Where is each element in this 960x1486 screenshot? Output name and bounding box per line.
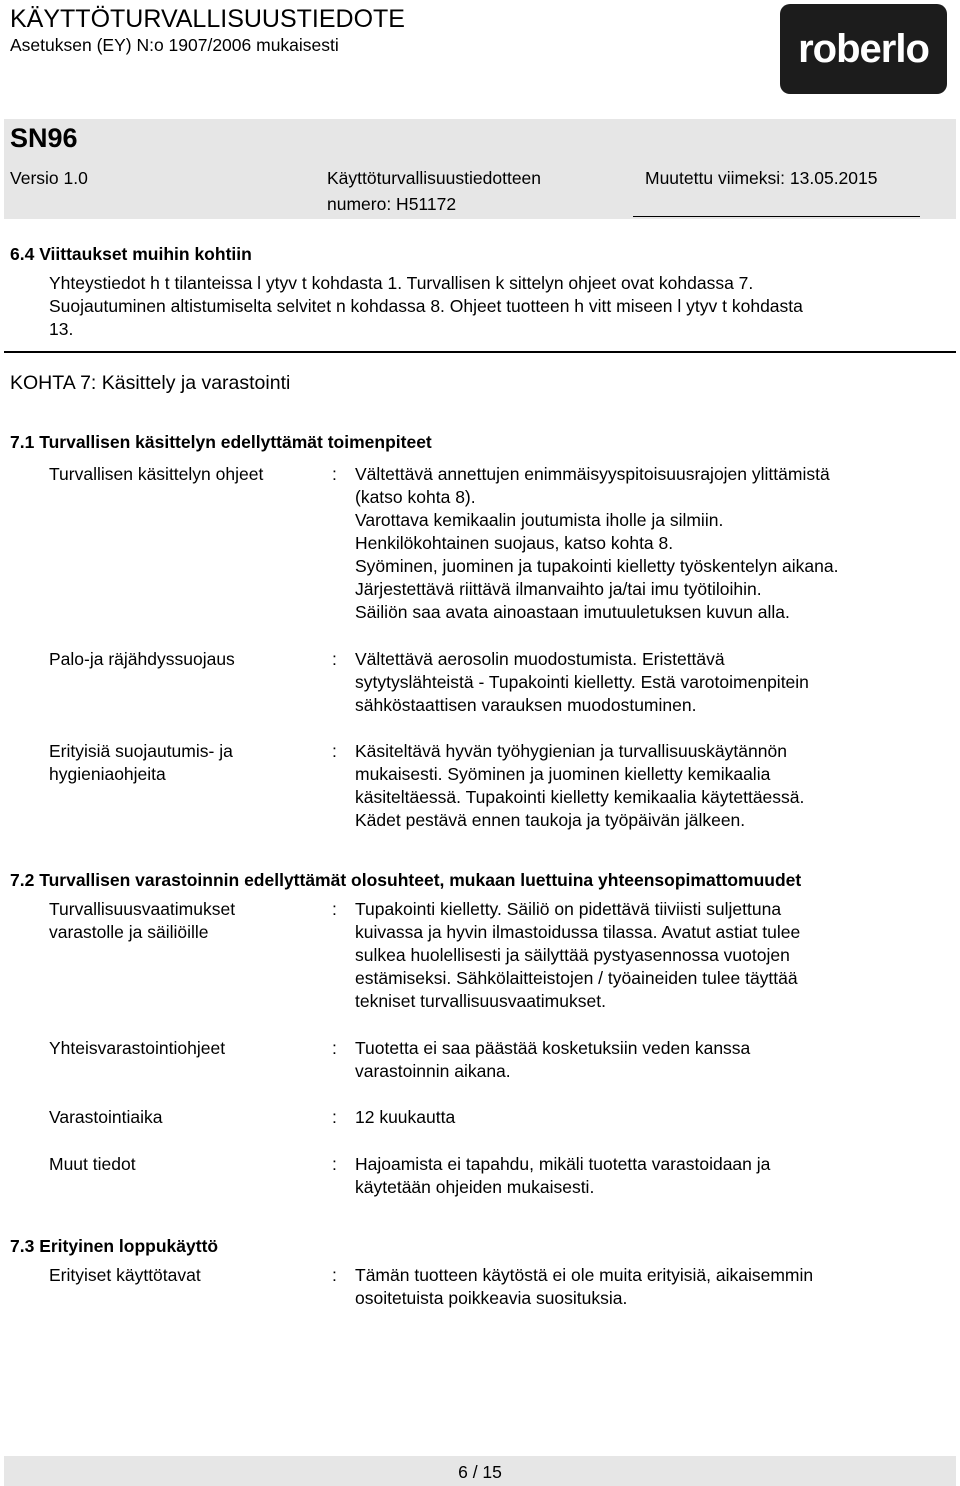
row-value-line: estämiseksi. Sähkölaitteistojen / työaineiden tulee täyttää [355,968,798,988]
row-colon: : [332,1265,337,1285]
section-6-4-text-line: Suojautuminen altistumiselta selvitet n kohdassa 8. Ohjeet tuotteen h vitt miseen l ytyv t kohdasta [49,296,803,316]
section-7-3-heading: 7.3 Erityinen loppukäyttö [10,1236,219,1256]
revision-date: Muutettu viimeksi: 13.05.2015 [645,168,878,188]
version-label: Versio 1.0 [10,168,88,188]
row-value-line: sytytyslähteistä - Tupakointi kielletty. Estä varotoimenpitein [355,672,809,692]
row-value-line: Syöminen, juominen ja tupakointi kielletty työskentelyn aikana. [355,556,839,576]
row-label: hygieniaohjeita [49,764,166,784]
row-value-line: (katso kohta 8). [355,487,476,507]
row-colon: : [332,1038,337,1058]
row-colon: : [332,649,337,669]
section-6-4-text-line: 13. [49,319,74,339]
roberlo-logo [780,4,947,94]
row-value-line: Tupakointi kielletty. Säiliö on pidettävä tiiviisti suljettuna [355,899,782,919]
section-7-2-heading: 7.2 Turvallisen varastoinnin edellyttämät olosuhteet, mukaan luettuina yhteensopimattomuudet [10,870,802,890]
logo-text: roberlo [798,26,929,71]
row-value-line: osoitetuista poikkeavia suosituksia. [355,1288,628,1308]
row-value-line: mukaisesti. Syöminen ja juominen kielletty kemikaalia [355,764,771,784]
section-7-1-heading: 7.1 Turvallisen käsittelyn edellyttämät toimenpiteet [10,432,432,452]
row-label: Palo-ja räjähdyssuojaus [49,649,235,669]
section-divider [4,351,956,353]
sds-number: numero: H51172 [327,194,457,214]
row-value-line: Tuotetta ei saa päästää kosketuksiin veden kanssa [355,1038,751,1058]
row-colon: : [332,464,337,484]
row-value-line: sulkea huolellisesti ja säilyttää pystyasennossa vuotojen [355,945,790,965]
sds-number-label: Käyttöturvallisuustiedotteen [327,168,542,188]
row-value-line: Säiliön saa avata ainoastaan imutuuletuksen kuvun alla. [355,602,790,622]
row-label: Yhteisvarastointiohjeet [49,1038,226,1058]
row-value-line: 12 kuukautta [355,1107,456,1127]
row-colon: : [332,899,337,919]
row-value-line: käsiteltäessä. Tupakointi kielletty kemikaalia käytettäessä. [355,787,805,807]
product-name: SN96 [10,123,78,153]
row-value-line: sähköstaattisen varauksen muodostuminen. [355,695,697,715]
row-value-line: varastoinnin aikana. [355,1061,511,1081]
header-rule [633,216,920,217]
row-value-line: Varottava kemikaalin joutumista iholle ja silmiin. [355,510,724,530]
row-label: Turvallisuusvaatimukset [49,899,236,919]
row-value-line: Järjestettävä riittävä ilmanvaihto ja/tai imu työtiloihin. [355,579,762,599]
row-colon: : [332,1154,337,1174]
row-value-line: Tämän tuotteen käytöstä ei ole muita erityisiä, aikaisemmin [355,1265,814,1285]
row-colon: : [332,1107,337,1127]
row-value-line: kuivassa ja hyvin ilmastoidussa tilassa. Avatut astiat tulee [355,922,801,942]
section-7-heading: KOHTA 7: Käsittely ja varastointi [10,372,291,394]
document-title: KÄYTTÖTURVALLISUUSTIEDOTE [10,5,405,33]
section-6-4-heading: 6.4 Viittaukset muihin kohtiin [10,244,252,264]
row-label: Erityiset käyttötavat [49,1265,201,1285]
row-label: Turvallisen käsittelyn ohjeet [49,464,264,484]
row-value-line: Henkilökohtainen suojaus, katso kohta 8. [355,533,674,553]
row-value-line: Hajoamista ei tapahdu, mikäli tuotetta varastoidaan ja [355,1154,771,1174]
row-value-line: Vältettävä aerosolin muodostumista. Eristettävä [355,649,725,669]
row-value-line: Vältettävä annettujen enimmäisyyspitoisuusrajojen ylittämistä [355,464,830,484]
row-value-line: tekniset turvallisuusvaatimukset. [355,991,606,1011]
row-value-line: käytetään ohjeiden mukaisesti. [355,1177,595,1197]
page-number: 6 / 15 [458,1462,502,1482]
section-6-4-text-line: Yhteystiedot h t tilanteissa l ytyv t kohdasta 1. Turvallisen k sittelyn ohjeet ovat kohdassa 7. [49,273,754,293]
row-value-line: Käsiteltävä hyvän työhygienian ja turvallisuuskäytännön [355,741,787,761]
row-label: Erityisiä suojautumis- ja [49,741,233,761]
row-label: Varastointiaika [49,1107,163,1127]
row-label: Muut tiedot [49,1154,136,1174]
document-subtitle: Asetuksen (EY) N:o 1907/2006 mukaisesti [10,35,339,55]
row-value-line: Kädet pestävä ennen taukoja ja työpäivän jälkeen. [355,810,746,830]
row-colon: : [332,741,337,761]
row-label: varastolle ja säiliöille [49,922,209,942]
